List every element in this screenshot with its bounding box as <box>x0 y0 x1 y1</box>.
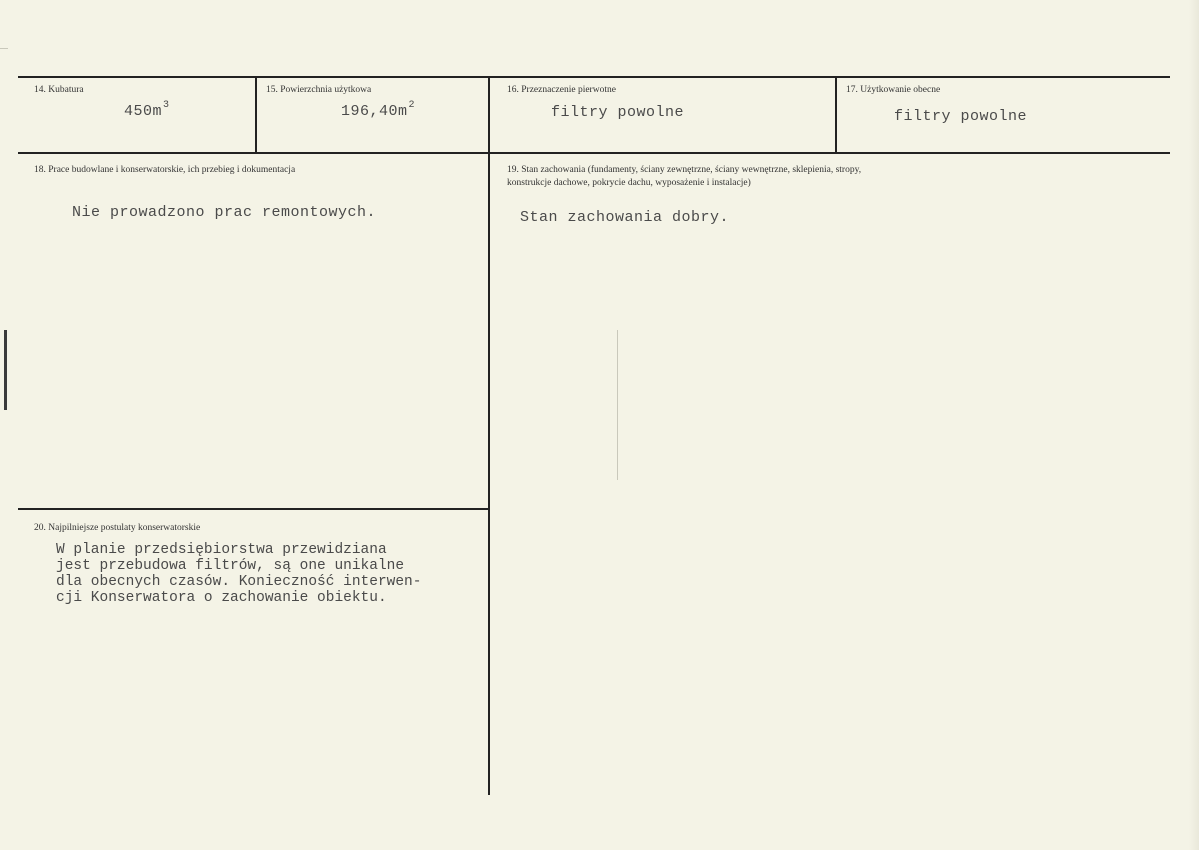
field-19-label-line2: konstrukcje dachowe, pokrycie dachu, wyposażenie i instalacje) <box>507 178 751 188</box>
field-20-value <box>56 542 421 606</box>
row-rule-2 <box>18 508 488 510</box>
field-16-label: 16. Przeznaczenie pierwotne <box>507 85 616 95</box>
row-rule-1 <box>18 152 1170 154</box>
field-17-value: filtry powolne <box>894 108 1028 125</box>
field-15-label: 15. Powierzchnia użytkowa <box>266 85 372 95</box>
field-19-label-line1: 19. Stan zachowania (fundamenty, ściany zewnętrzne, ściany wewnętrzne, sklepienia, stropy, <box>507 165 862 175</box>
binder-mark <box>4 330 7 410</box>
field-17-label: 17. Użytkowanie obecne <box>846 85 941 95</box>
field-16-value: filtry powolne <box>551 104 685 121</box>
top-rule <box>18 76 1170 78</box>
field-19-value: Stan zachowania dobry. <box>520 209 730 226</box>
card-edge <box>1189 0 1199 850</box>
field-14-label: 14. Kubatura <box>34 85 84 95</box>
field-20-line: cji Konserwatora o zachowanie obiektu. <box>56 590 387 606</box>
field-20-label: 20. Najpilniejsze postulaty konserwatorskie <box>34 523 201 533</box>
paper-crease <box>617 330 618 480</box>
field-20-line: dla obecnych czasów. Konieczność interwen- <box>56 574 422 590</box>
field-20-line: jest przebudowa filtrów, są one unikalne <box>56 558 405 574</box>
field-18-value: Nie prowadzono prac remontowych. <box>72 204 377 221</box>
field-18-label: 18. Prace budowlane i konserwatorskie, ich przebieg i dokumentacja <box>34 165 296 175</box>
col-rule-14-15 <box>255 77 257 153</box>
col-rule-16-17 <box>835 77 837 153</box>
field-20-line: W planie przedsiębiorstwa przewidziana <box>56 542 387 558</box>
field-15-value: $196,40m^2$ <box>341 100 416 120</box>
field-14-value: $450m^3$ <box>124 100 170 120</box>
edge-tick <box>0 48 8 49</box>
col-rule-main <box>488 77 490 795</box>
